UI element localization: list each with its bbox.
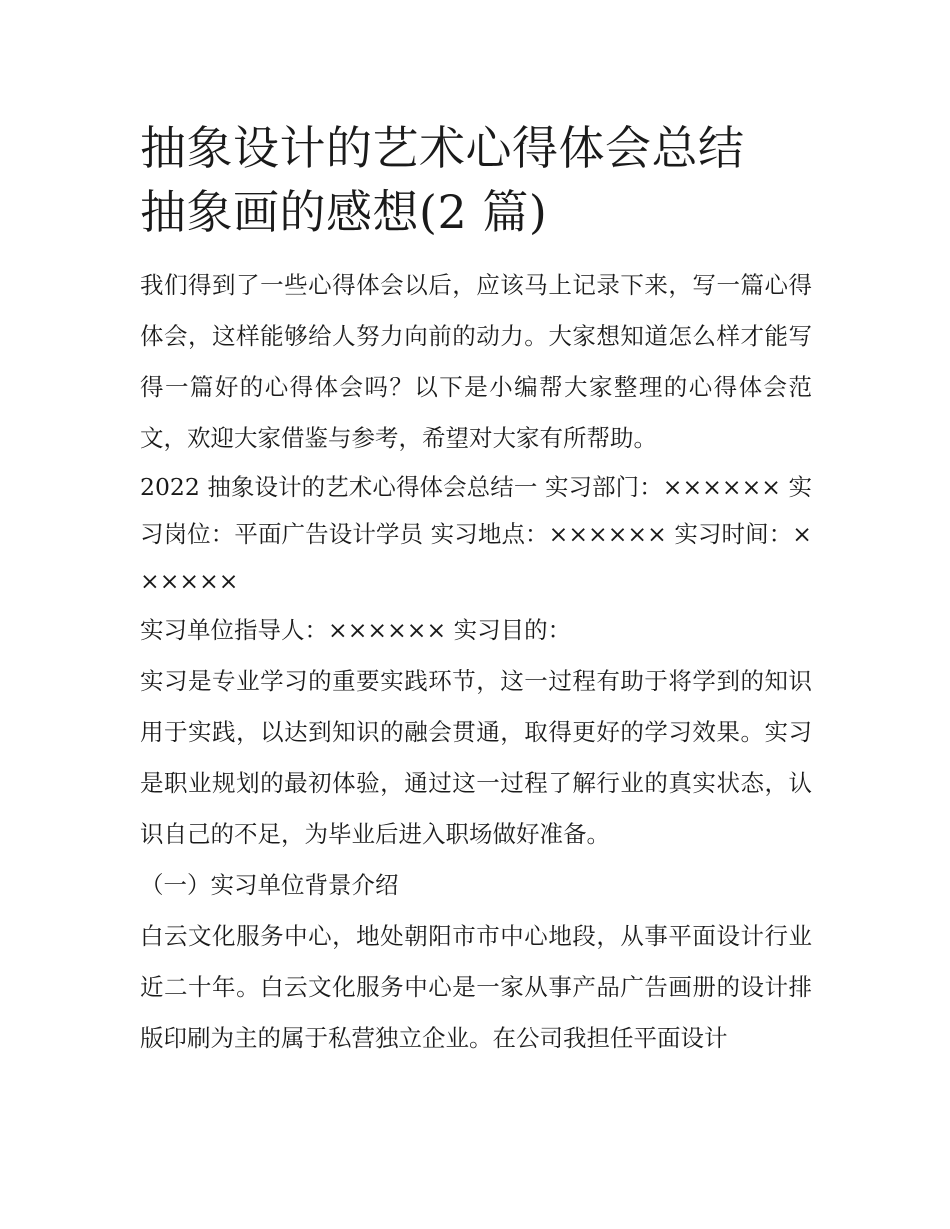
document-body: [140, 260, 812, 1064]
internship-supervisor-paragraph: 实习单位指导人：×××××× 实习目的：: [140, 616, 572, 644]
document-content: [140, 116, 812, 1064]
section-heading: （一）实习单位背景介绍: [140, 871, 399, 899]
company-background-paragraph: 白云文化服务中心，地处朝阳市市中心地段，从事平面设计行业近二十年。白云文化服务中心是一家从事产品广告画册的设计排版印刷为主的属于私营独立企业。在公司我担任平面设计: [140, 922, 812, 1052]
intro-paragraph: 我们得到了一些心得体会以后，应该马上记录下来，写一篇心得体会，这样能够给人努力向前的动力。大家想知道怎么样才能写得一篇好的心得体会吗？以下是小编帮大家整理的心得体会范文，欢迎大家借鉴与参考，希望对大家有所帮助。: [140, 271, 812, 452]
title-line-2: 抽象画的感想(2 篇): [140, 185, 548, 239]
internship-info-paragraph: 2022 抽象设计的艺术心得体会总结一 实习部门：×××××× 实习岗位：平面广告设计学员 实习地点：×××××× 实习时间：××××××: [140, 473, 812, 595]
internship-purpose-paragraph: 实习是专业学习的重要实践环节，这一过程有助于将学到的知识用于实践，以达到知识的融会贯通，取得更好的学习效果。实习是职业规划的最初体验，通过这一过程了解行业的真实状态，认识自己的不足，为毕业后进入职场做好准备。: [140, 667, 812, 848]
title-line-1: 抽象设计的艺术心得体会总结: [140, 121, 745, 175]
document-title: [140, 116, 812, 244]
